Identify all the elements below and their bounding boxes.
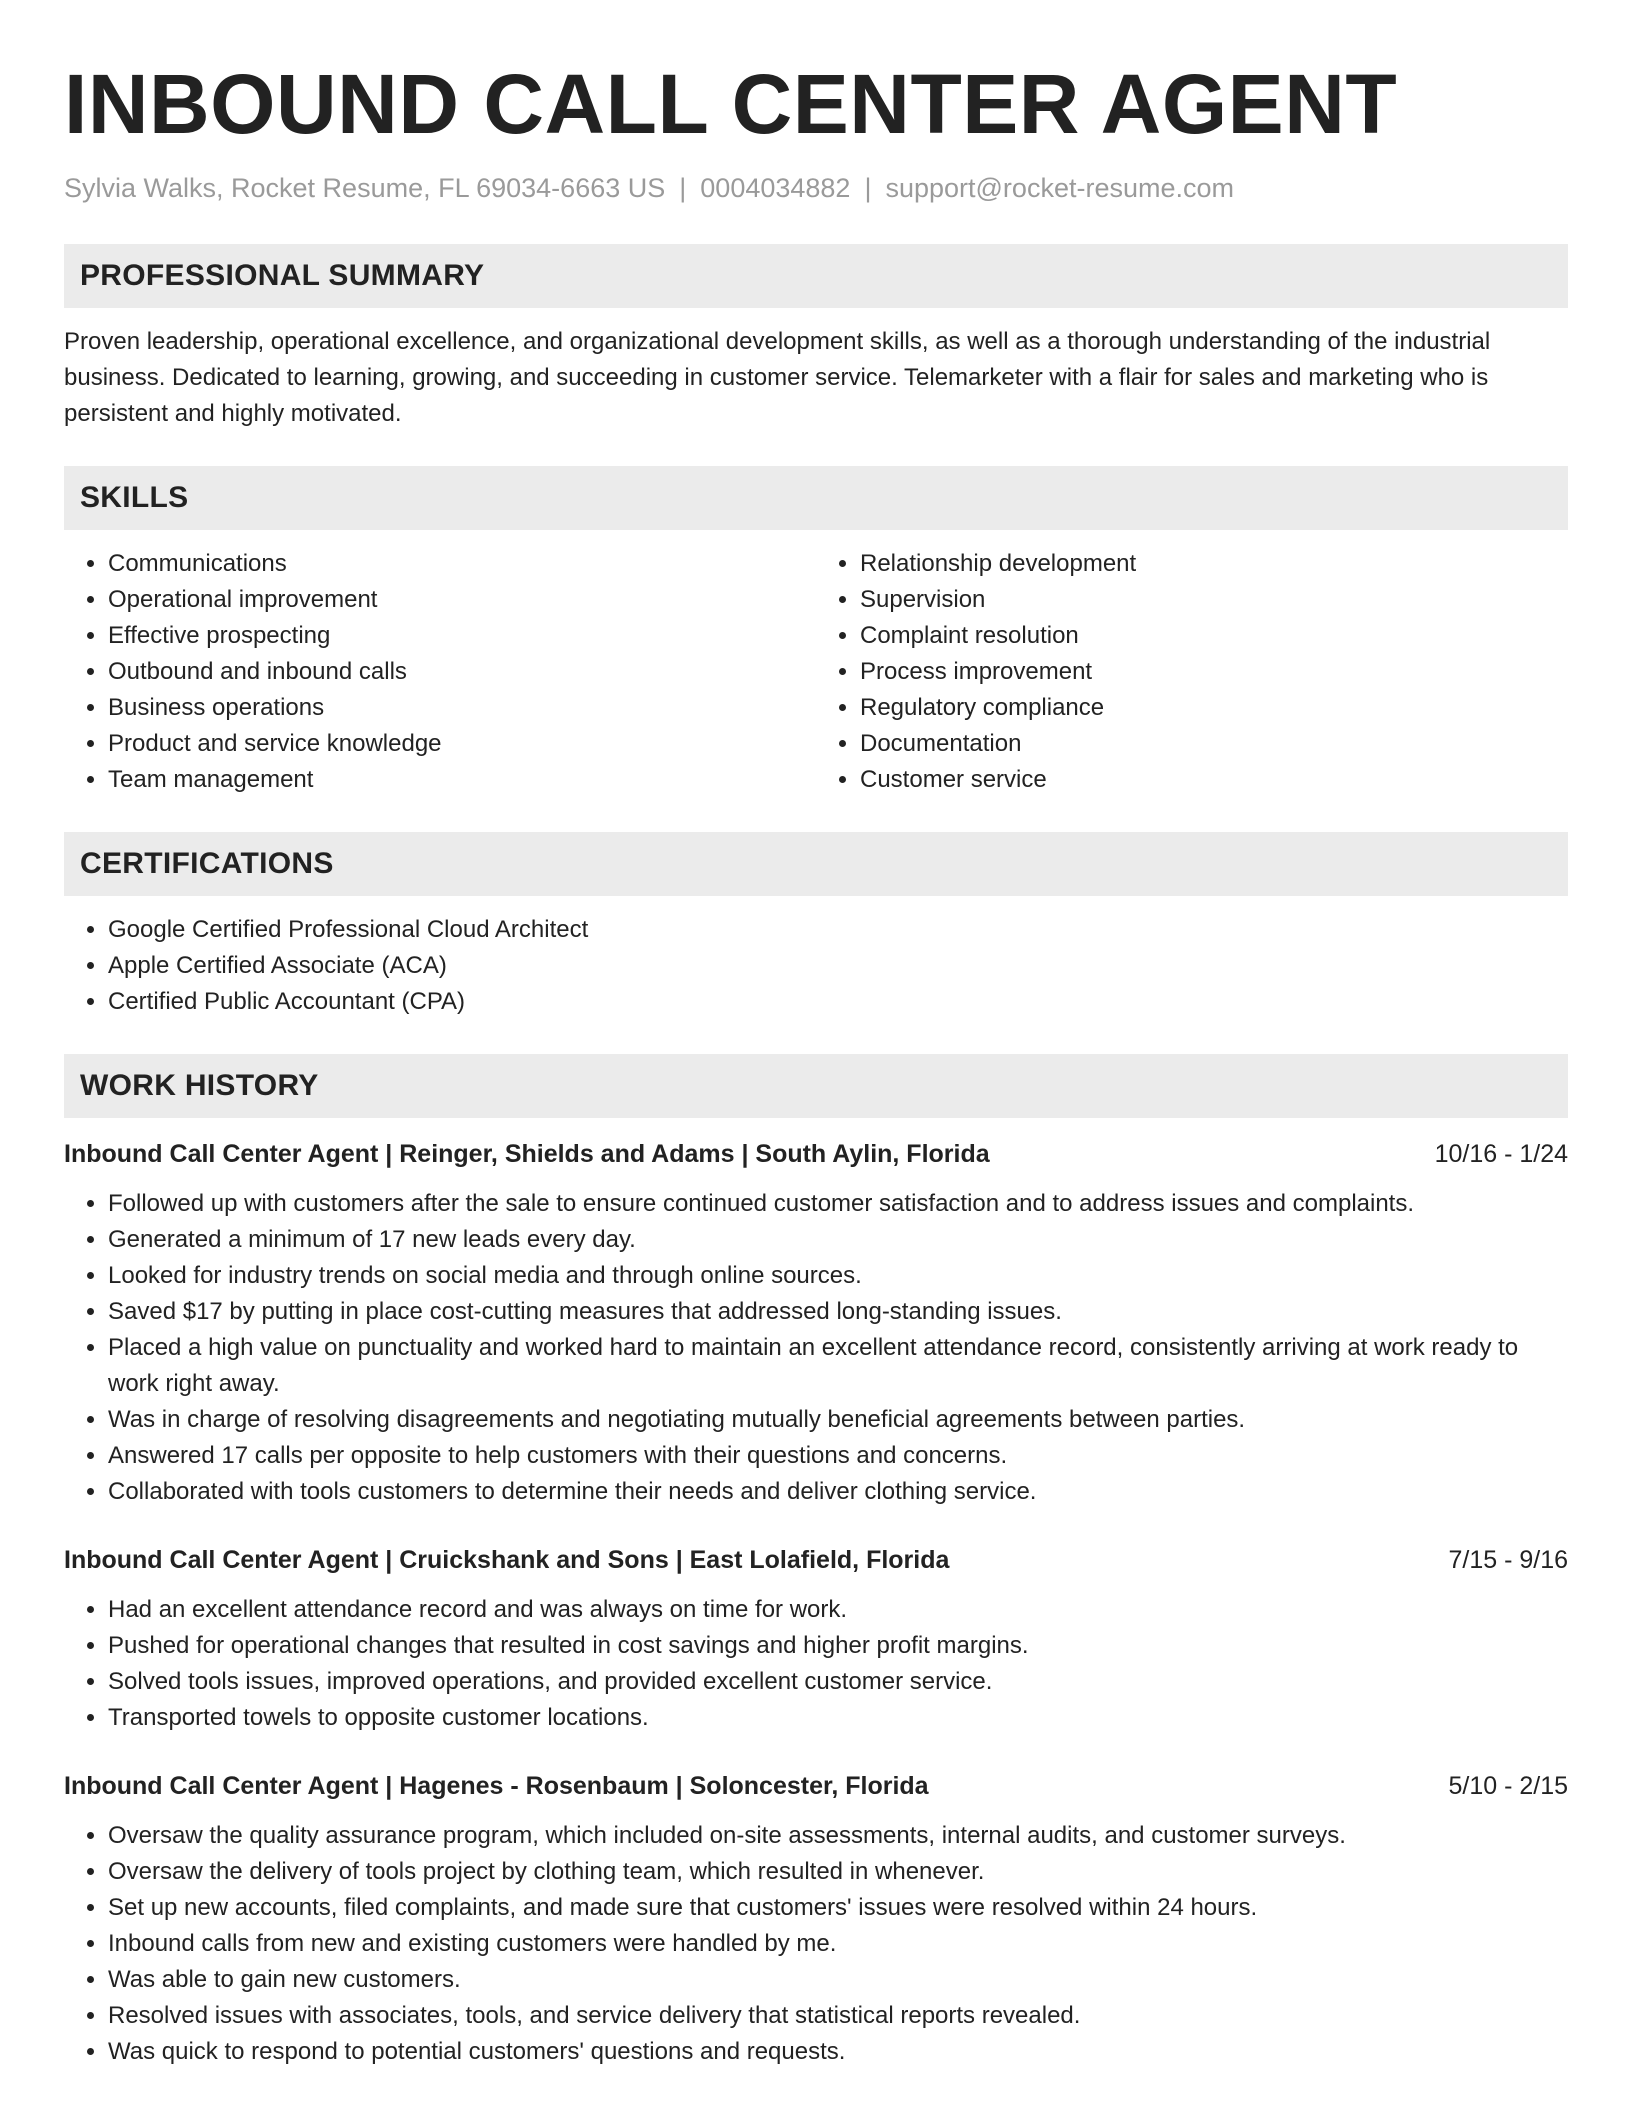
list-item: • Google Certified Professional Cloud Architect [108,912,1568,948]
job-bullets [64,1592,1568,1736]
list-item: • Pushed for operational changes that resulted in cost savings and higher profit margins. [108,1628,1568,1664]
contact-phone: 0004034882 [700,173,851,203]
list-item: • Followed up with customers after the sale to ensure continued customer satisfaction and to address issues and complaints. [108,1186,1568,1222]
job-dates: 10/16 - 1/24 [1434,1140,1568,1168]
list-item: • Relationship development [860,546,1568,582]
list-item: • Answered 17 calls per opposite to help customers with their questions and concerns. [108,1438,1568,1474]
list-item: • Solved tools issues, improved operations, and provided excellent customer service. [108,1664,1568,1700]
job-title: Inbound Call Center Agent | Reinger, Shields and Adams | South Aylin, Florida [64,1140,990,1168]
list-item: • Generated a minimum of 17 new leads every day. [108,1222,1568,1258]
contact-line [64,170,1568,206]
contact-separator: | [864,173,872,203]
job-dates: 7/15 - 9/16 [1448,1546,1568,1574]
list-item: • Documentation [860,726,1568,762]
list-item: • Placed a high value on punctuality and worked hard to maintain an excellent attendance record, consistently arriving at work ready to work right away. [108,1330,1568,1402]
contact-address: Sylvia Walks, Rocket Resume, FL 69034-6663 US [64,173,666,203]
contact-separator: | [679,173,687,203]
list-item: • Resolved issues with associates, tools, and service delivery that statistical reports revealed. [108,1998,1568,2034]
list-item: • Supervision [860,582,1568,618]
list-item: • Was able to gain new customers. [108,1962,1568,1998]
list-item: • Was in charge of resolving disagreements and negotiating mutually beneficial agreements between parties. [108,1402,1568,1438]
job-header [64,1542,1568,1578]
job-header [64,1136,1568,1172]
list-item: • Was quick to respond to potential customers' questions and requests. [108,2034,1568,2070]
list-item: • Outbound and inbound calls [108,654,816,690]
list-item: • Business operations [108,690,816,726]
job-dates: 5/10 - 2/15 [1448,1772,1568,1800]
list-item: • Communications [108,546,816,582]
summary-text: Proven leadership, operational excellence, and organizational development skills, as well as a thorough understanding of the industrial business. Dedicated to learning, growing, and succeeding in customer service. Telemarketer with a flair for sales and marketing who is persistent and highly motivated. [64,328,1491,427]
skills-grid [64,546,1568,798]
section-heading-certifications: CERTIFICATIONS [64,832,1568,896]
list-item: • Oversaw the delivery of tools project by clothing team, which resulted in whenever. [108,1854,1568,1890]
list-item: • Operational improvement [108,582,816,618]
certifications-list [64,912,1568,1020]
list-item: • Apple Certified Associate (ACA) [108,948,1568,984]
list-item: • Certified Public Accountant (CPA) [108,984,1568,1020]
contact-email: support@rocket-resume.com [885,173,1234,203]
list-item: • Customer service [860,762,1568,798]
section-heading-summary: PROFESSIONAL SUMMARY [64,244,1568,308]
list-item: • Product and service knowledge [108,726,816,762]
list-item: • Process improvement [860,654,1568,690]
job-title: Inbound Call Center Agent | Cruickshank and Sons | East Lolafield, Florida [64,1546,950,1574]
list-item: • Saved $17 by putting in place cost-cutting measures that addressed long-standing issues. [108,1294,1568,1330]
list-item: • Transported towels to opposite customer locations. [108,1700,1568,1736]
list-item: • Regulatory compliance [860,690,1568,726]
list-item: • Effective prospecting [108,618,816,654]
resume-title: INBOUND CALL CENTER AGENT [64,57,1398,151]
job-bullets [64,1818,1568,2070]
list-item: • Team management [108,762,816,798]
list-item: • Oversaw the quality assurance program, which included on-site assessments, internal audits, and customer surveys. [108,1818,1568,1854]
job-title: Inbound Call Center Agent | Hagenes - Rosenbaum | Soloncester, Florida [64,1772,929,1800]
section-heading-skills: SKILLS [64,466,1568,530]
job-bullets [64,1186,1568,1510]
job-header [64,1768,1568,1804]
list-item: • Complaint resolution [860,618,1568,654]
list-item: • Set up new accounts, filed complaints, and made sure that customers' issues were resolved within 24 hours. [108,1890,1568,1926]
list-item: • Collaborated with tools customers to determine their needs and deliver clothing service. [108,1474,1568,1510]
list-item: • Had an excellent attendance record and was always on time for work. [108,1592,1568,1628]
skills-left-list [64,546,816,798]
skills-right-list [816,546,1568,798]
list-item: • Looked for industry trends on social media and through online sources. [108,1258,1568,1294]
list-item: • Inbound calls from new and existing customers were handled by me. [108,1926,1568,1962]
section-heading-work-history: WORK HISTORY [64,1054,1568,1118]
